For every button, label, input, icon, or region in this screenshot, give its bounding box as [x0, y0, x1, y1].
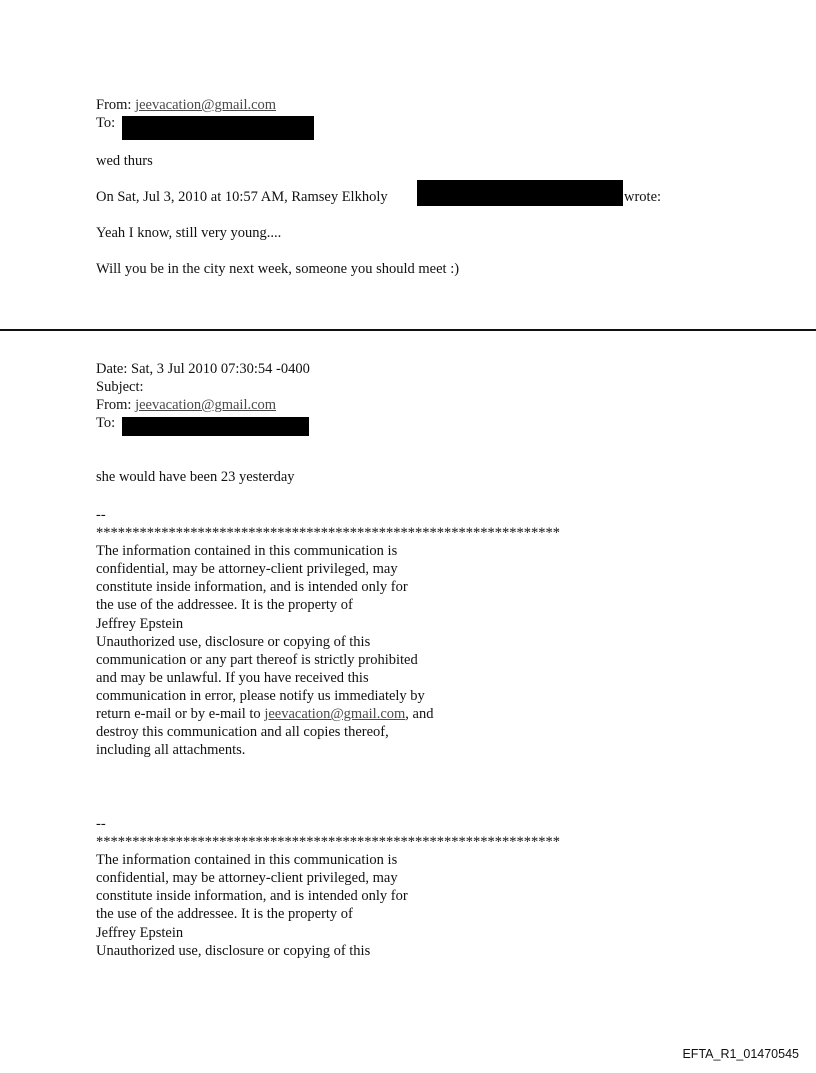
signature2-line: Jeffrey Epstein [96, 924, 184, 941]
signature1-line: The information contained in this communication is [96, 543, 398, 560]
email2-from-label: From: [96, 397, 132, 413]
email-separator-rule [0, 329, 816, 331]
signature1-line: Jeffrey Epstein [96, 615, 184, 632]
email2-subject-line: Subject: [96, 379, 144, 395]
signature2-line: Unauthorized use, disclosure or copying of this [96, 942, 371, 959]
signature1-return-prefix: return e-mail or by e-mail to [96, 706, 265, 723]
email2-to-line [96, 414, 115, 432]
signature1-return-email-link[interactable]: jeevacation@gmail.com [264, 706, 406, 723]
email1-quote-line1: Yeah I know, still very young.... [96, 225, 282, 241]
email2-from-email-link[interactable]: jeevacation@gmail.com [135, 397, 277, 413]
signature1-line: confidential, may be attorney-client privileged, may [96, 561, 398, 578]
signature2-line: confidential, may be attorney-client privileged, may [96, 870, 398, 887]
signature2-block [96, 815, 560, 960]
email1-from-email-link[interactable]: jeevacation@gmail.com [135, 97, 277, 113]
email1-quote-wrote: wrote: [624, 189, 662, 205]
email1-quote-line2: Will you be in the city next week, someone you should meet :) [96, 261, 460, 277]
signature1-stars: **************************************************************** [96, 525, 560, 542]
signature2-dashes: -- [96, 816, 106, 832]
email1-to-line [96, 114, 115, 132]
signature1-line: communication or any part thereof is strictly prohibited [96, 651, 418, 668]
email1-from-label: From: [96, 97, 132, 113]
signature1-line: constitute inside information, and is intended only for [96, 579, 408, 596]
document-id-footer: EFTA_R1_01470545 [682, 1047, 799, 1061]
email1-quote-redaction [417, 180, 623, 206]
signature2-line: the use of the addressee. It is the property of [96, 906, 353, 923]
email1-body: wed thurs [96, 153, 153, 169]
email1-to-redaction [122, 116, 314, 140]
signature2-line: The information contained in this communication is [96, 852, 398, 869]
signature1-closing-line: destroy this communication and all copies thereof, [96, 724, 389, 741]
signature1-line: Unauthorized use, disclosure or copying of this [96, 633, 371, 650]
signature1-return-suffix: , and [405, 706, 434, 723]
signature1-line: the use of the addressee. It is the property of [96, 597, 353, 614]
email2-body: she would have been 23 yesterday [96, 469, 295, 485]
signature1-line: and may be unlawful. If you have received this [96, 669, 369, 686]
email1-from-line [96, 96, 276, 114]
email2-date-line: Date: Sat, 3 Jul 2010 07:30:54 -0400 [96, 361, 310, 377]
email2-from-line [96, 396, 276, 414]
signature1-line: communication in error, please notify us immediately by [96, 687, 425, 704]
email1-to-label: To: [96, 115, 116, 131]
email1-quote-intro: On Sat, Jul 3, 2010 at 10:57 AM, Ramsey Elkholy [96, 189, 388, 205]
signature2-stars: **************************************************************** [96, 834, 560, 851]
signature1-closing-line: including all attachments. [96, 742, 246, 759]
signature1-dashes: -- [96, 507, 106, 523]
email2-to-label: To: [96, 415, 116, 431]
signature2-line: constitute inside information, and is intended only for [96, 888, 408, 905]
signature1-return-line [96, 705, 560, 723]
signature1-block [96, 506, 560, 759]
email2-to-redaction [122, 417, 309, 436]
